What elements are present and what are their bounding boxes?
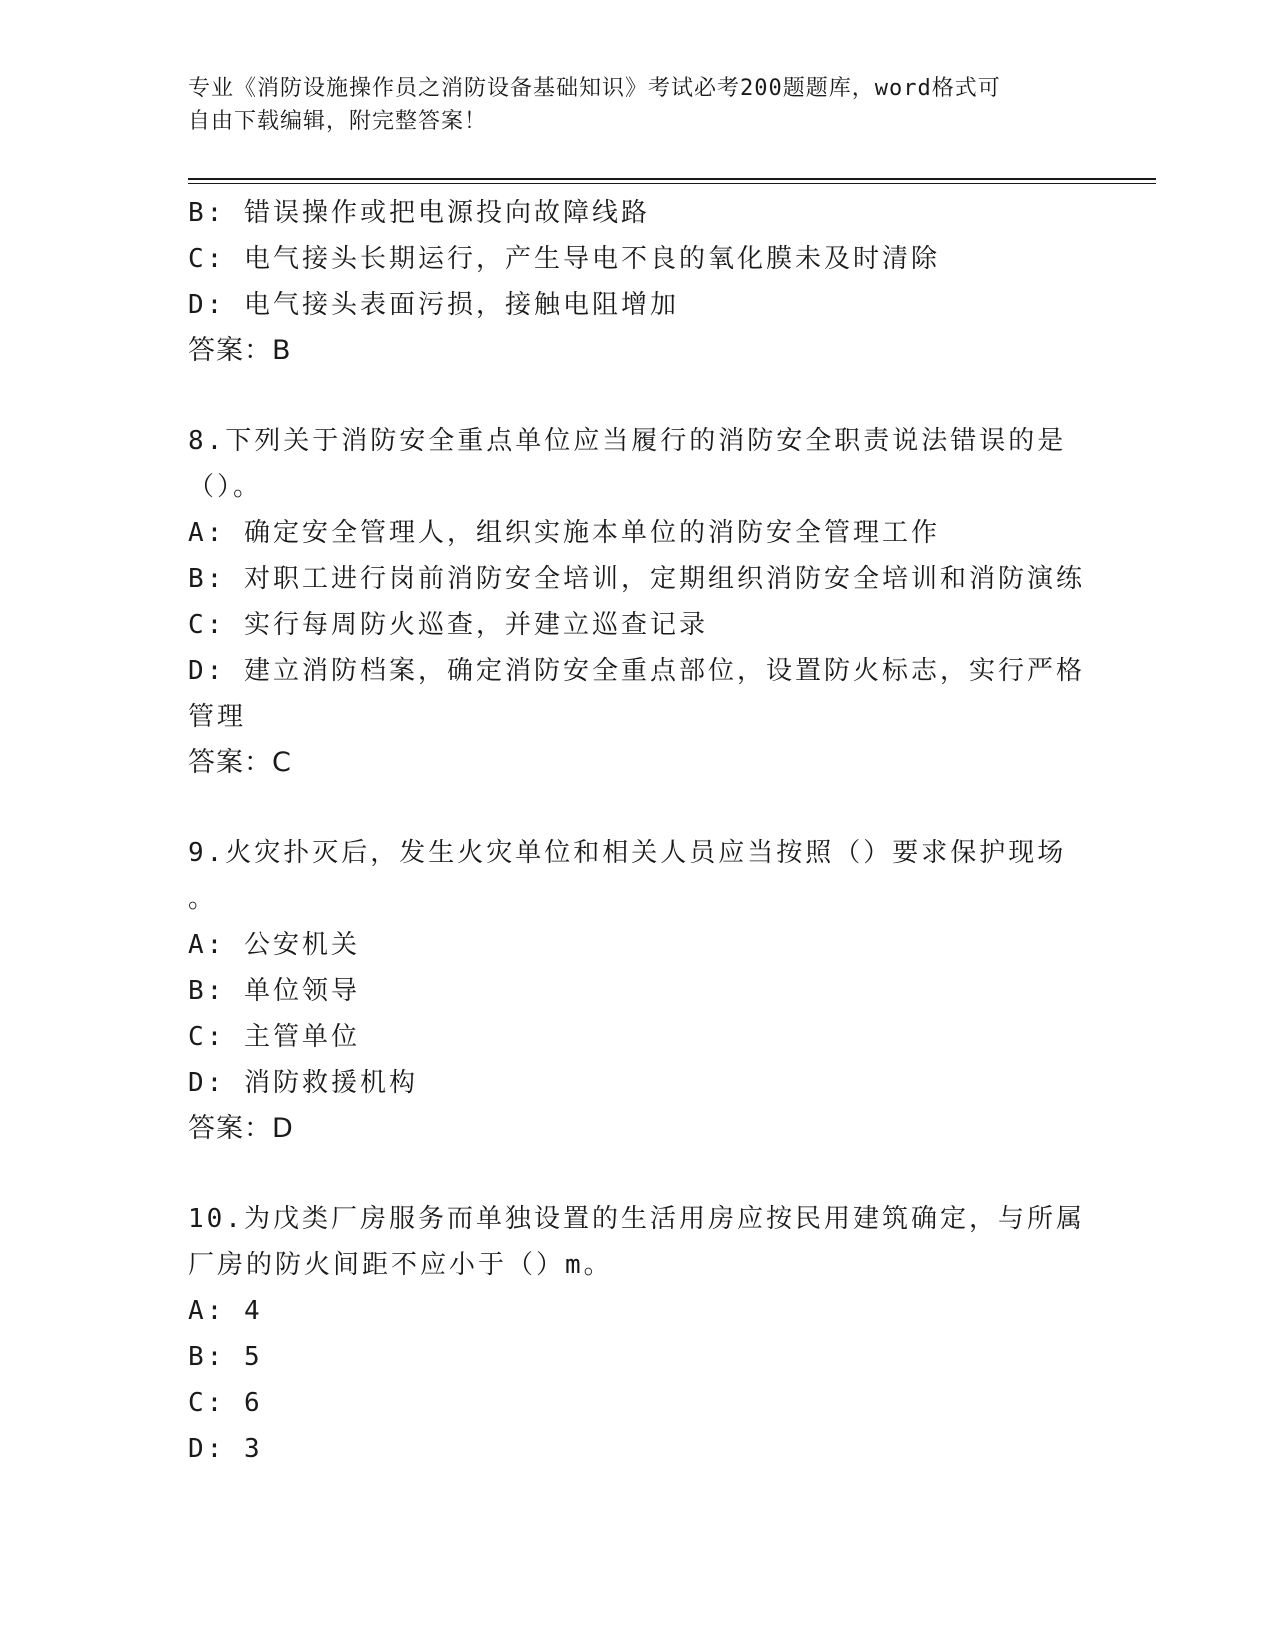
option-c: C: 电气接头长期运行，产生导电不良的氧化膜未及时清除 <box>188 244 940 274</box>
document-body <box>188 190 1088 1472</box>
question-8 <box>188 418 1088 786</box>
option-c: C: 主管单位 <box>188 1022 360 1052</box>
answer-label: 答案：C <box>188 747 292 778</box>
question-9 <box>188 830 1088 1152</box>
option-b: B: 单位领导 <box>188 976 360 1006</box>
answer-label: 答案：D <box>188 1113 294 1144</box>
option-d: D: 电气接头表面污损，接触电阻增加 <box>188 290 679 320</box>
header-divider-thin <box>188 183 1156 184</box>
option-b: B: 错误操作或把电源投向故障线路 <box>188 198 650 228</box>
option-b: B: 对职工进行岗前消防安全培训，定期组织消防安全培训和消防演练 <box>188 564 1085 594</box>
option-d: D: 3 <box>188 1434 263 1464</box>
option-b: B: 5 <box>188 1342 263 1372</box>
header-title-line-2: 自由下载编辑，附完整答案！ <box>188 109 488 134</box>
question-10 <box>188 1196 1088 1472</box>
option-a: A: 公安机关 <box>188 930 360 960</box>
answer-label: 答案：B <box>188 335 292 366</box>
question-stem-cont: 。 <box>188 884 218 914</box>
question-stem: 9.火灾扑灭后，发生火灾单位和相关人员应当按照（）要求保护现场 <box>188 838 1067 868</box>
option-c: C: 6 <box>188 1388 263 1418</box>
header-divider-thick <box>188 178 1156 180</box>
option-a: A: 确定安全管理人，组织实施本单位的消防安全管理工作 <box>188 518 940 548</box>
question-stem-cont: （）。 <box>188 472 263 502</box>
question-stem: 8.下列关于消防安全重点单位应当履行的消防安全职责说法错误的是 <box>188 426 1067 456</box>
option-d: D: 建立消防档案，确定消防安全重点部位，设置防火标志，实行严格 <box>188 656 1085 686</box>
question-stem-cont: 厂房的防火间距不应小于（）m。 <box>188 1250 613 1280</box>
header-title-line-1: 专业《消防设施操作员之消防设备基础知识》考试必考200题题库，word格式可 <box>188 76 1001 101</box>
option-d-cont: 管理 <box>188 702 247 732</box>
option-a: A: 4 <box>188 1296 263 1326</box>
option-c: C: 实行每周防火巡查，并建立巡查记录 <box>188 610 708 640</box>
option-d: D: 消防救援机构 <box>188 1068 418 1098</box>
question-stem: 10.为戊类厂房服务而单独设置的生活用房应按民用建筑确定，与所属 <box>188 1204 1085 1234</box>
document-header <box>188 72 1088 138</box>
question-7-tail <box>188 190 1088 374</box>
